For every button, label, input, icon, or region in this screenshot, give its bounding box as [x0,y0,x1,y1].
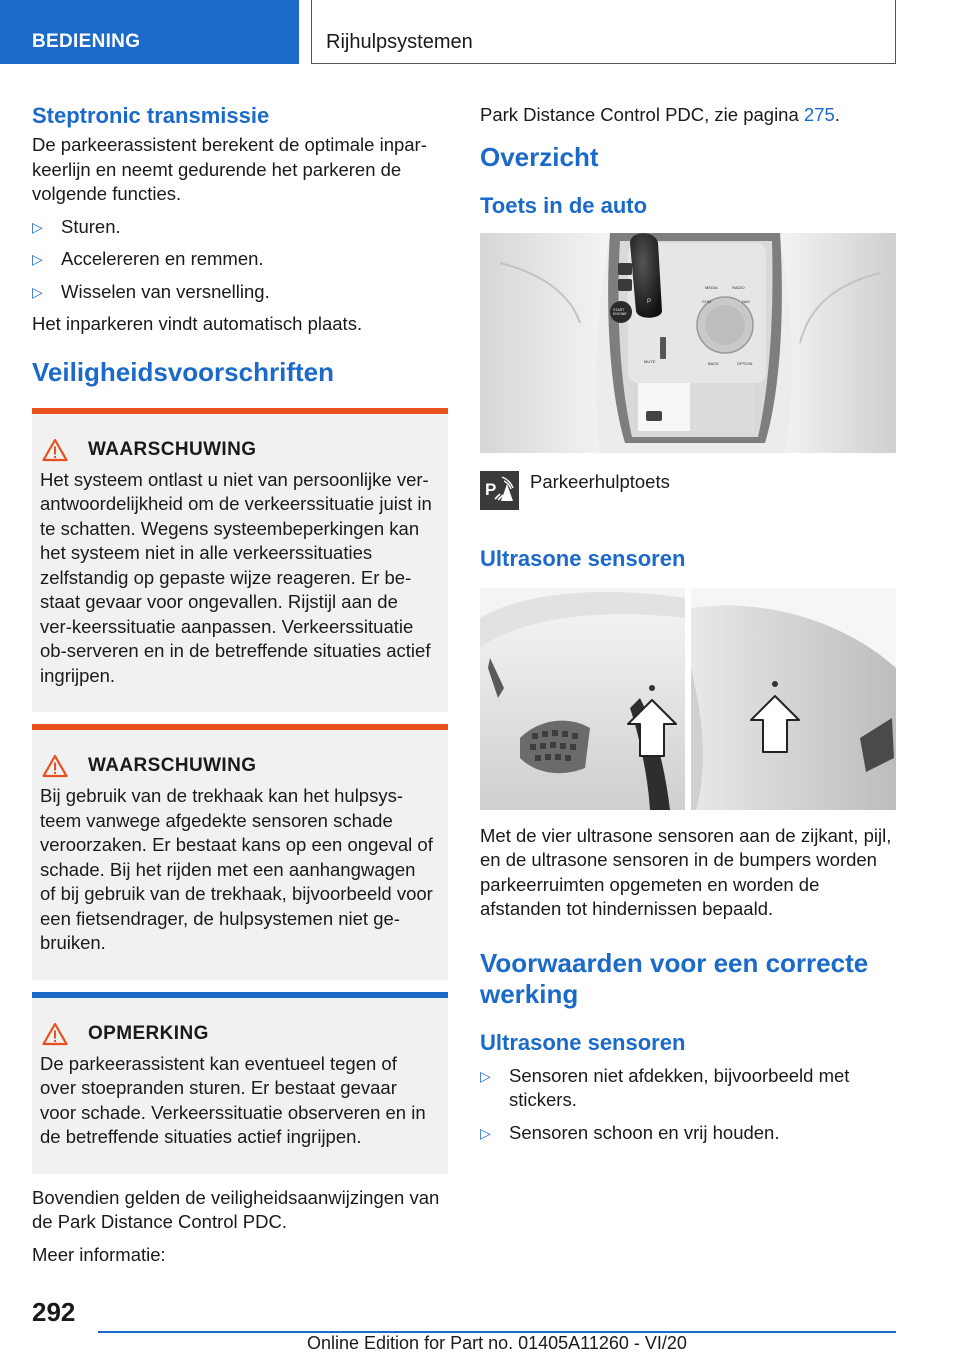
svg-text:START: START [613,307,625,312]
button-label: Parkeerhulptoets [530,470,670,492]
more-info: Meer informatie: [32,1243,166,1265]
triangle-bullet-icon: ▷ [32,283,43,300]
svg-text:COM: COM [702,298,712,304]
warning-title: WAARSCHUWING [88,438,257,460]
extra-safety: Bovendien gelden de veiligheidsaanwijzingen van de Park Distance Control PDC. [32,1186,440,1232]
steptronic-intro: De parkeerassistent berekent de optimale inpar-keerlijn en neemt gedurende het parkeren de volgende functies. [32,134,427,204]
page-number: 292 [32,1297,76,1327]
list-item: ▷ Sturen. [32,215,448,240]
list-item: ▷ Sensoren niet afdekken, bijvoorbeeld met stickers. [480,1064,850,1110]
list-item: ▷ Sensoren schoon en vrij houden. [480,1121,896,1146]
overview-heading: Overzicht [480,141,599,172]
auto-note: Het inparkeren vindt automatisch plaats. [32,313,363,334]
note-text: De parkeerassistent kan eventueel tegen of over stoepranden sturen. Er bestaat gevaar voor schade. Verkeerssituatie observeren en in de betreffende situaties actief ingrijpen. [40,1052,426,1147]
page-link[interactable]: 275 [803,104,835,125]
triangle-bullet-icon: ▷ [32,251,43,267]
conditions-subheading: Ultrasone sensoren [480,1029,686,1055]
note-title: OPMERKING [88,1022,209,1044]
pdc-reference: Park Distance Control PDC, zie pagina 275. [480,104,840,125]
svg-text:P: P [647,298,652,305]
svg-text:NAV: NAV [742,298,750,304]
warning-triangle-icon [42,1022,68,1046]
triangle-bullet-icon: ▷ [32,218,43,235]
left-column [32,103,448,1275]
note-box [32,992,448,1174]
footer-edition: Online Edition for Part no. 01405A11260 - VI/20 [307,1333,687,1353]
triangle-bullet-icon: ▷ [480,1124,491,1141]
svg-text:RADIO: RADIO [732,284,745,290]
svg-text:ENGINE: ENGINE [613,311,627,316]
warning-title: WAARSCHUWING [88,755,257,776]
svg-text:OPTION: OPTION [737,360,753,366]
svg-text:P: P [485,479,497,499]
ultrasonic-heading: Ultrasone sensoren [480,545,686,571]
console-photo [480,233,896,453]
steptronic-heading: Steptronic transmissie [32,103,270,128]
svg-text:MEDIA: MEDIA [705,284,718,290]
button-legend [480,471,896,510]
triangle-bullet-icon: ▷ [480,1067,491,1084]
list-item: ▷ Accelereren en remmen. [32,247,448,272]
warning-text: Het systeem ontlast u niet van persoonlijke ver-antwoordelijkheid om de verkeerssituatie juist in te schatten. Wegens systeembeperkingen kan het systeem niet in alle verkeerssituaties zelfstandig op gepaste wijze reageren. Er be-staat gevaar voor ongevallen. Rijstijl aan de ver-keerssituatie aanpassen. Verkeerssituatie ob-serveren en in de betreffende situaties actief ingrijpen. [40,468,432,686]
header-chapter: Rijhulpsystemen [311,0,896,64]
button-heading: Toets in de auto [480,192,648,218]
right-column [480,103,896,1153]
park-assist-button-icon [480,471,519,510]
conditions-heading: Voorwaarden voor een correcte werking [480,947,869,1009]
safety-heading: Veiligheidsvoorschriften [32,356,334,387]
warning-text: Bij gebruik van de trekhaak kan het hulpsys-teem vanwege afgedekte sensoren schade veroorzaken. Er bestaat kans op een ongeval of schade. Bij het rijden met een aanhangwagen of bij gebruik van de trekhaak, bijvoorbeeld voor een fietsendrager, de hulpsystemen niet ge-bruiken. [40,785,433,953]
svg-text:MUTE: MUTE [644,358,656,364]
warning-box [32,724,448,980]
list-item: ▷ Wisselen van versnelling. [32,280,448,305]
conditions-list [480,1064,896,1146]
function-list [32,215,448,305]
sensors-photo [480,588,896,810]
header-section: BEDIENING [0,0,299,64]
warning-triangle-icon [42,438,68,462]
svg-text:BACK: BACK [708,360,719,366]
warning-triangle-icon [42,754,68,778]
ultrasonic-text: Met de vier ultrasone sensoren aan de zijkant, pijl, en de ultrasone sensoren in de bumpers worden parkeerruimten opgemeten en worden de afstanden tot hindernissen bepaald. [480,824,892,919]
warning-box [32,408,448,713]
